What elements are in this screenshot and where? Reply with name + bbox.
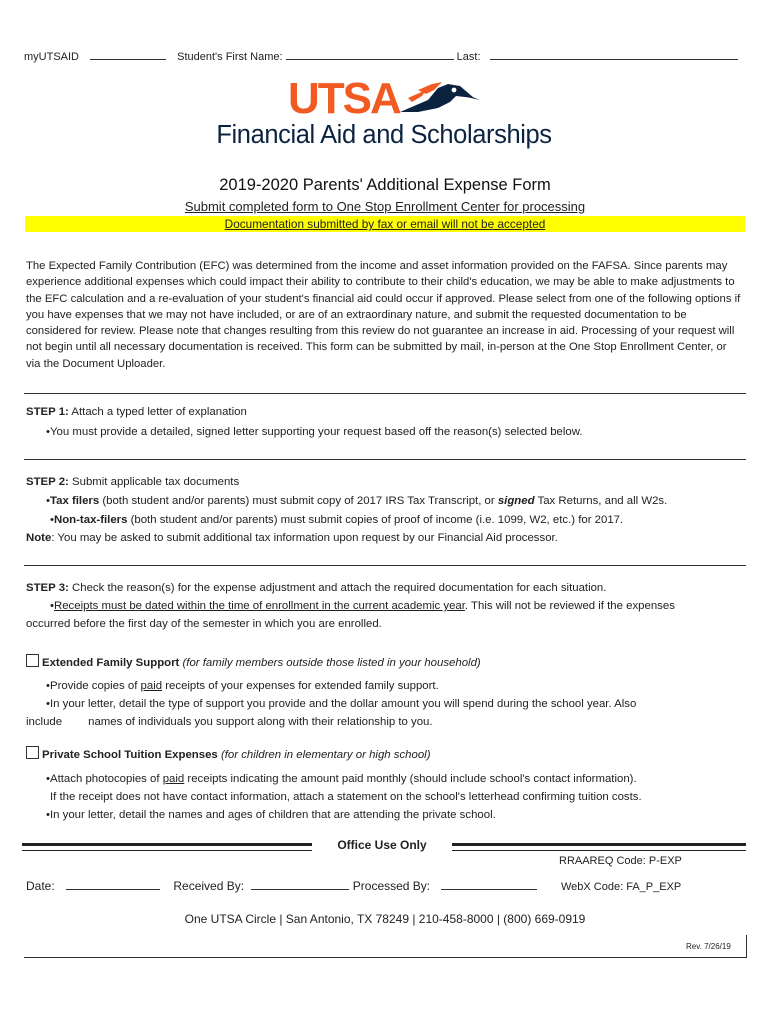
- step2-bullet-tax-filers: [46, 495, 667, 507]
- paid-emphasis: paid: [162, 773, 185, 785]
- divider: [24, 393, 746, 394]
- private-school-bullet1: [46, 773, 637, 785]
- received-by-label: Received By:: [173, 879, 245, 893]
- extended-family-bullet2: •In your letter, detail the type of support you provide and the dollar amount you will spend during the school year. Also: [46, 698, 637, 710]
- rraareq-code: RRAAREQ Code: P-EXP: [559, 855, 682, 867]
- office-rule-right: [452, 843, 746, 851]
- extended-family-title: Extended Family Support: [42, 657, 180, 669]
- receipts-rule: Receipts must be dated within the time of enrollment in the current academic year: [54, 600, 465, 612]
- text: . This will not be reviewed if the expenses: [464, 600, 675, 612]
- bullet: •: [50, 514, 54, 526]
- step2-note: [26, 532, 558, 544]
- step1-text: Attach a typed letter of explanation: [71, 406, 247, 418]
- footer-box: [24, 935, 747, 958]
- extended-family-bullet2-cont: [26, 716, 433, 728]
- extended-family-subtitle: (for family members outside those listed in your household): [182, 657, 481, 669]
- text: (both student and/or parents) must submit copy of 2017 IRS Tax Transcript, or: [99, 495, 498, 507]
- step3-heading: [26, 582, 606, 594]
- step3-text: Check the reason(s) for the expense adjustment and attach the required documentation for each situation.: [72, 582, 607, 594]
- utsa-wordmark: UTSA: [288, 74, 400, 123]
- tax-filers-label: Tax filers: [50, 495, 100, 507]
- extended-family-option[interactable]: [26, 654, 481, 669]
- step3-bullet-cont: occurred before the first day of the semester in which you are enrolled.: [26, 618, 382, 630]
- myutsaid-field[interactable]: [90, 48, 166, 60]
- text: include: [26, 716, 63, 728]
- office-use-title: Office Use Only: [337, 838, 427, 852]
- bullet: •: [50, 600, 54, 612]
- step2-heading: [26, 476, 239, 488]
- intro-paragraph: The Expected Family Contribution (EFC) was determined from the income and asset information provided on the FAFSA. Since parents may experience additional expenses which could impact their ability to contribute to their child's education, we may be able to make adjustments to the EFC calculation and a re-evaluation of your student's financial aid could occur if approved. Please select from one of the following options if you have expenses that we may not have included, or are of an extraordinary nature, and submit the requested documentation to be considered for review. Please note that changes resulting from this review do not guarantee an increase in aid. Processing of your request will not begin until all necessary documentation is received. This form can be submitted by mail, in-person at the One Stop Enrollment Center, or via the Document Uploader.: [26, 260, 741, 370]
- received-by-field[interactable]: [251, 878, 349, 890]
- extended-family-checkbox[interactable]: [26, 654, 39, 667]
- myutsaid-label: myUTSAID: [24, 51, 79, 63]
- utsa-logo: [286, 74, 486, 124]
- private-school-option[interactable]: [26, 746, 431, 761]
- text: names of individuals you support along with their relationship to you.: [88, 716, 433, 728]
- step1-heading: [26, 406, 247, 418]
- text: Tax Returns, and all W2s.: [534, 495, 668, 507]
- note-text: : You may be asked to submit additional tax information upon request by our Financial Aid processor.: [51, 532, 558, 544]
- note-label: Note: [26, 532, 52, 544]
- submit-note: Submit completed form to One Stop Enrollment Center for processing: [184, 199, 586, 214]
- page-title: 2019-2020 Parents' Additional Expense Form: [219, 176, 551, 194]
- private-school-title: Private School Tuition Expenses: [42, 749, 218, 761]
- roadrunner-icon: [398, 78, 482, 118]
- private-school-bullet2: •In your letter, detail the names and ages of children that are attending the private school.: [46, 809, 496, 821]
- first-name-label: Student's First Name:: [177, 51, 283, 63]
- processed-by-label: Processed By:: [352, 879, 431, 893]
- bullet: •: [46, 495, 50, 507]
- date-field[interactable]: [66, 878, 160, 890]
- webx-code: WebX Code: FA_P_EXP: [561, 881, 682, 893]
- non-tax-filers-label: Non-tax-filers: [54, 514, 128, 526]
- text: receipts indicating the amount paid monthly (should include school's contact information).: [184, 773, 637, 785]
- private-school-bullet1-cont: If the receipt does not have contact information, attach a statement on the school's letterhead confirming tuition costs.: [50, 791, 642, 803]
- first-name-field[interactable]: [286, 48, 454, 60]
- private-school-checkbox[interactable]: [26, 746, 39, 759]
- last-name-field[interactable]: [490, 48, 738, 60]
- step3-bullet: [50, 600, 675, 612]
- step1-bullet: •You must provide a detailed, signed letter supporting your request based off the reason(s) selected below.: [46, 426, 583, 438]
- logo-subtitle: Financial Aid and Scholarships: [216, 121, 552, 149]
- paid-emphasis: paid: [140, 680, 163, 692]
- extended-family-bullet1: [46, 680, 439, 692]
- step2-bullet-non-tax-filers: [50, 514, 623, 526]
- signed-emphasis: signed: [497, 495, 535, 507]
- text: •Attach photocopies of: [46, 773, 163, 785]
- warning-text: Documentation submitted by fax or email will not be accepted: [224, 217, 546, 231]
- step1-label: STEP 1:: [26, 406, 69, 418]
- text: receipts of your expenses for extended family support.: [162, 680, 439, 692]
- office-rule-left: [22, 843, 312, 851]
- step3-label: STEP 3:: [26, 582, 69, 594]
- text: (both student and/or parents) must submit copies of proof of income (i.e. 1099, W2, etc.) for 2017.: [127, 514, 624, 526]
- private-school-subtitle: (for children in elementary or high school): [220, 749, 431, 761]
- last-name-label: Last:: [456, 51, 481, 63]
- step2-label: STEP 2:: [26, 476, 69, 488]
- text: •Provide copies of: [46, 680, 141, 692]
- date-label: Date:: [26, 879, 55, 893]
- divider: [24, 565, 746, 566]
- step2-text: Submit applicable tax documents: [72, 476, 240, 488]
- office-fields: [26, 878, 537, 893]
- warning-banner: [25, 216, 745, 232]
- divider: [24, 459, 746, 460]
- footer-address: One UTSA Circle | San Antonio, TX 78249 | 210-458-8000 | (800) 669-0919: [184, 912, 586, 926]
- processed-by-field[interactable]: [441, 878, 537, 890]
- revision-date: Rev. 7/26/19: [686, 942, 731, 951]
- student-info-header: [24, 48, 738, 63]
